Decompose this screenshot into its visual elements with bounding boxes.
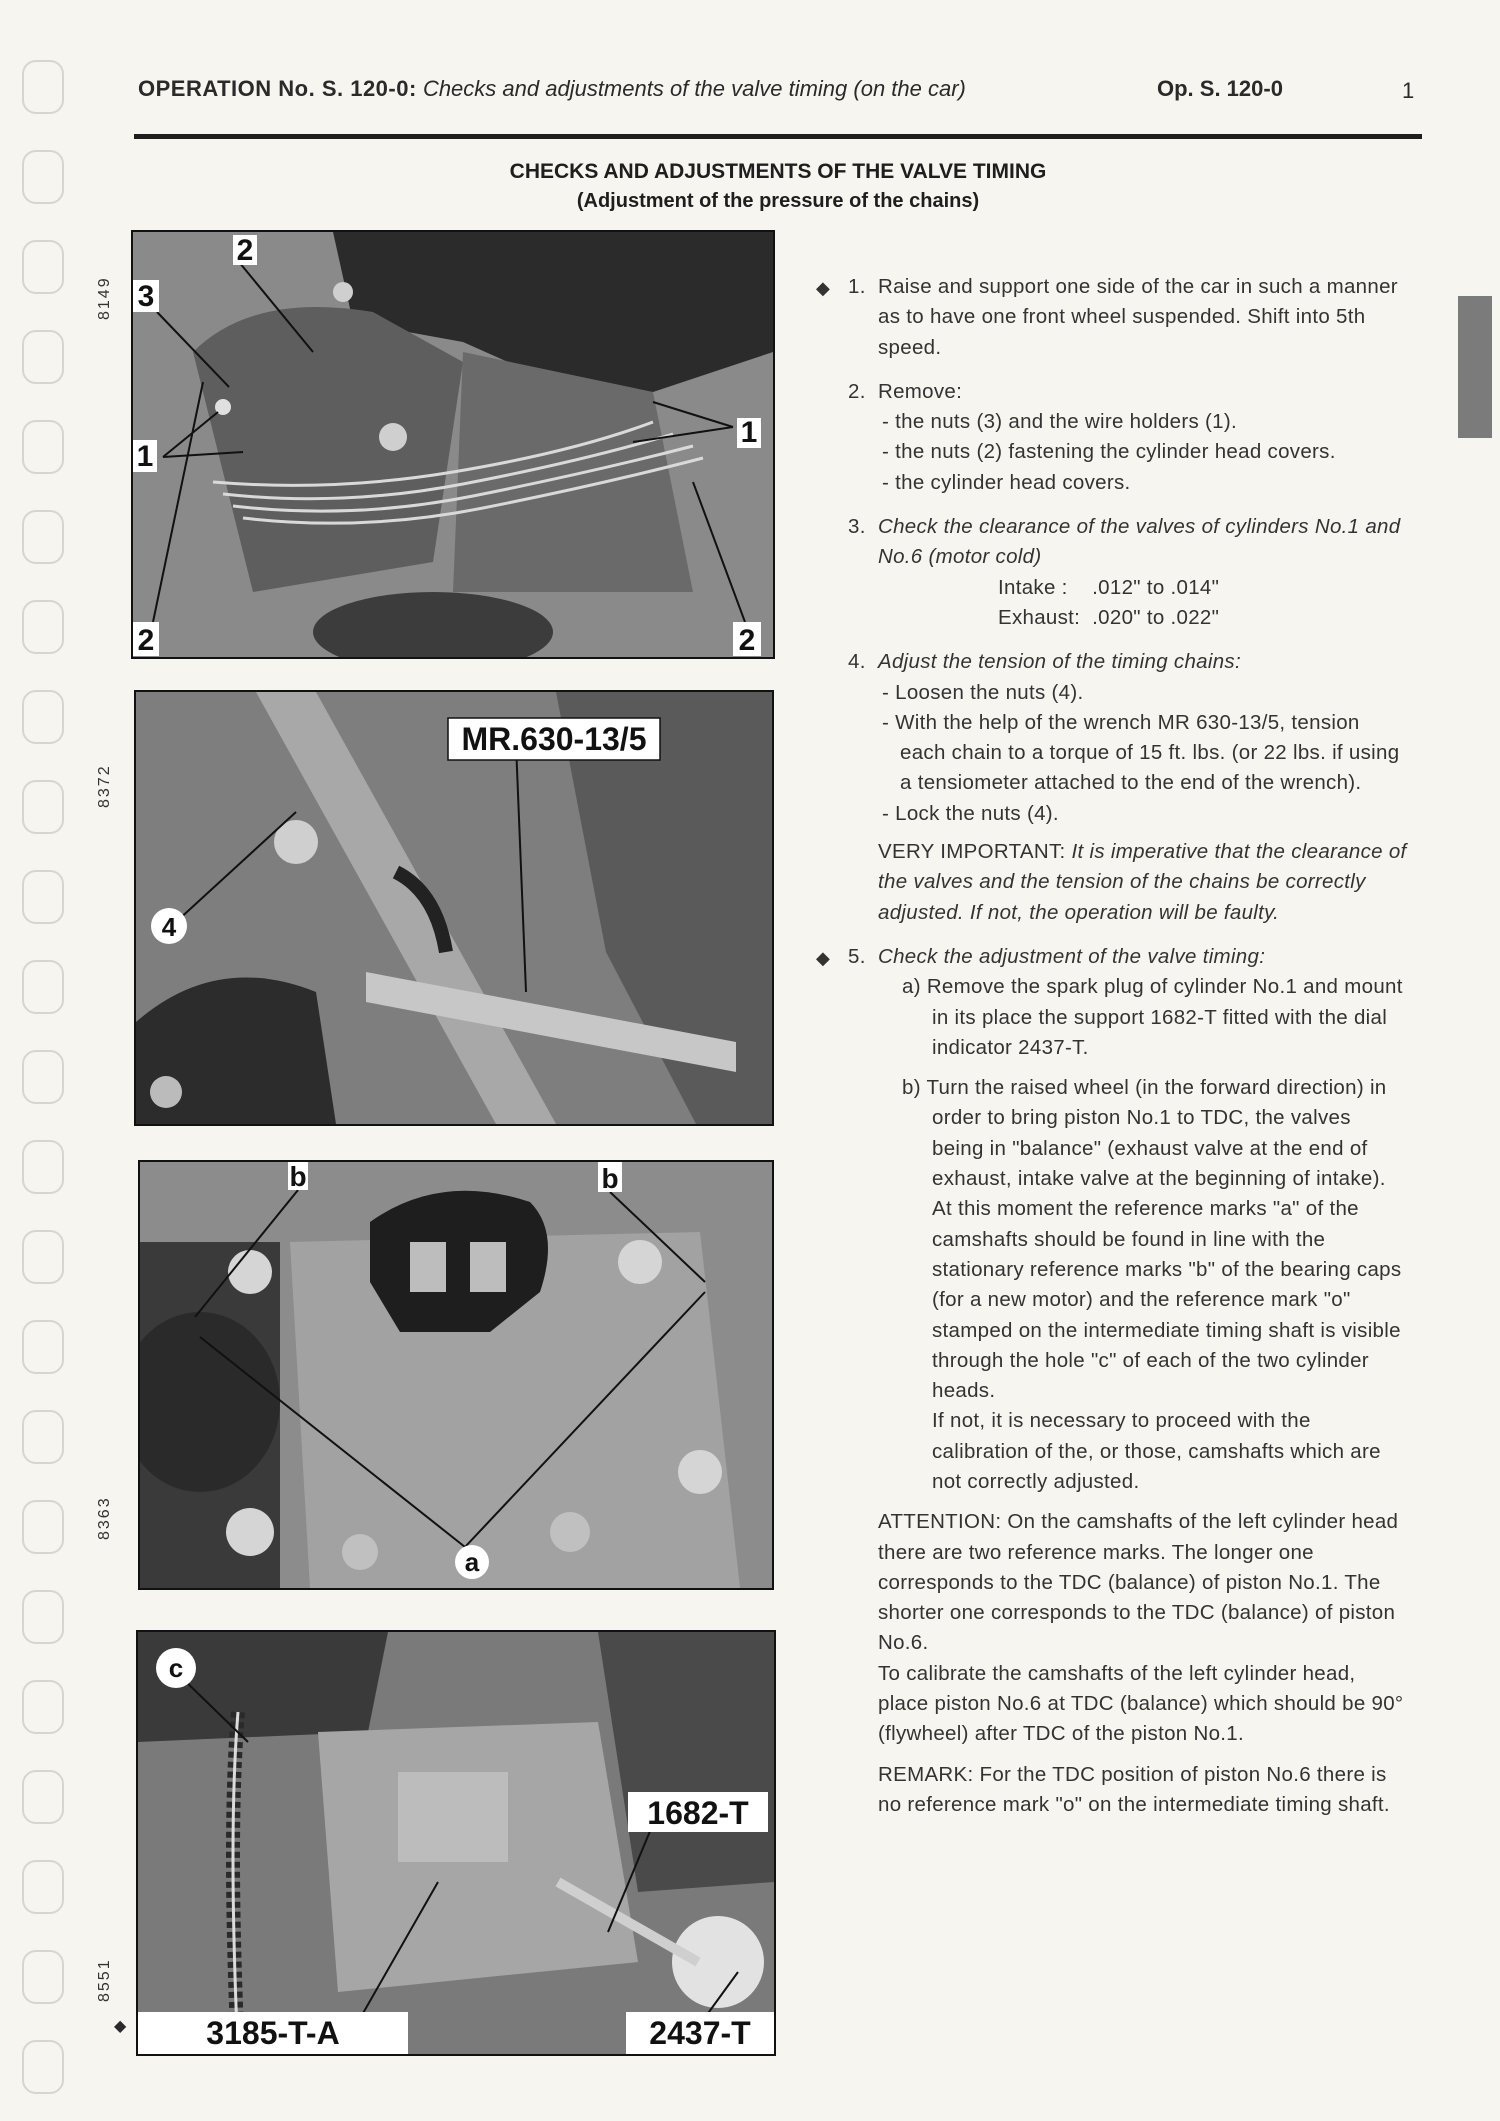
diamond-icon: ◆ <box>816 947 831 968</box>
punch-hole <box>22 780 64 834</box>
procedure-text <box>808 272 1408 1820</box>
tool-label: 2437-T <box>649 2015 751 2051</box>
step-number: 3. <box>848 515 866 539</box>
tool-label: 1682-T <box>647 1795 749 1831</box>
step-number: 2. <box>848 379 866 403</box>
step-3 <box>808 512 1408 633</box>
punch-hole <box>22 330 64 384</box>
intake-value: .012" to .014" <box>1092 575 1220 599</box>
callout-label: 1 <box>136 440 154 473</box>
callout-label: 3 <box>137 280 155 313</box>
punch-hole <box>22 1230 64 1284</box>
step-5 <box>808 942 1408 1820</box>
camshaft-marks-photo <box>138 1160 774 1590</box>
step-4 <box>808 647 1408 928</box>
step-subitem: - With the help of the wrench MR 630-13/5, tension each chain to a torque of 15 ft. lbs. (or 22 lbs. if using a tensiometer attached to the end of the wrench). <box>882 710 1400 795</box>
punch-hole <box>22 1410 64 1464</box>
calibrate-note: To calibrate the camshafts of the left cylinder head, place piston No.6 at TDC (balance) which should be 90° (flywheel) after TDC of the piston No.1. <box>878 1661 1404 1746</box>
operation-label: OPERATION No. S. 120-0: <box>138 76 417 101</box>
punch-hole <box>22 1500 64 1554</box>
diamond-icon: ◆ <box>816 278 831 298</box>
step-subitem-a: a) Remove the spark plug of cylinder No.1 and mount in its place the support 1682-T fitted with the dial indicator 2437-T. <box>902 975 1403 1059</box>
important-label: VERY IMPORTANT: <box>878 840 1066 864</box>
punch-hole <box>22 960 64 1014</box>
callout-label: c <box>168 1653 184 1683</box>
step-1 <box>808 272 1408 363</box>
callout-label: b <box>289 1162 307 1192</box>
operation-title: Checks and adjustments of the valve timing (on the car) <box>422 76 966 101</box>
punch-hole <box>22 870 64 924</box>
step-subitem: - Lock the nuts (4). <box>882 801 1059 825</box>
step-subitem-b-cont: If not, it is necessary to proceed with the calibration of the, or those, camshafts which are not correctly adjusted. <box>932 1409 1381 1493</box>
step-subitem: - the nuts (2) fastening the cylinder head covers. <box>882 440 1336 464</box>
remark-note: REMARK: For the TDC position of piston No.6 there is no reference mark "o" on the intermediate timing shaft. <box>878 1762 1390 1816</box>
step-subitem: - Loosen the nuts (4). <box>882 680 1084 704</box>
attention-note: ATTENTION: On the camshafts of the left cylinder head there are two reference marks. The longer one corresponds to the TDC (balance) of piston No.1. The shorter one corresponds to the TDC (balance) of piston No.6. <box>878 1510 1399 1655</box>
callout-label: b <box>601 1163 619 1194</box>
step-text: Adjust the tension of the timing chains: <box>878 650 1241 674</box>
page-title: CHECKS AND ADJUSTMENTS OF THE VALVE TIMING <box>509 160 1047 183</box>
punch-hole <box>22 690 64 744</box>
callout-label: 4 <box>161 912 177 942</box>
exhaust-label: Exhaust: <box>998 605 1081 629</box>
step-text: Check the clearance of the valves of cylinders No.1 and No.6 (motor cold) <box>878 515 1401 569</box>
diamond-icon: ◆ <box>114 2018 127 2035</box>
step-text: Raise and support one side of the car in such a manner as to have one front wheel suspended. Shift into 5th speed. <box>878 275 1398 359</box>
punch-hole <box>22 2040 64 2094</box>
punch-hole <box>22 510 64 564</box>
chain-tensioner-photo <box>134 690 774 1126</box>
tool-label: MR.630-13/5 <box>461 721 647 757</box>
punch-hole <box>22 150 64 204</box>
punch-hole <box>22 1860 64 1914</box>
punch-hole <box>22 60 64 114</box>
op-code: Op. S. 120-0 <box>1157 76 1283 101</box>
exhaust-value: .020" to .022" <box>1092 605 1220 629</box>
step-subitem: - the cylinder head covers. <box>882 470 1131 494</box>
step-subitem-b: b) Turn the raised wheel (in the forward direction) in order to bring piston No.1 to TDC, the valves being in "balance" (exhaust valve at the end of exhaust, intake valve at the beginning of intake). At this moment the reference marks "a" of the camshafts should be found in line with the stationary reference marks "b" of the bearing caps (for a new motor) and the reference mark "o" stamped on the intermediate timing shaft is visible through the hole "c" of each of the two cylinder heads. <box>902 1076 1402 1403</box>
callout-label: a <box>464 1547 480 1577</box>
important-text: It is imperative that the clearance of the valves and the tension of the chains be correctly adjusted. If not, the operation will be faulty. <box>878 840 1407 924</box>
punch-hole <box>22 1140 64 1194</box>
dial-indicator-photo <box>136 1630 776 2056</box>
punch-hole <box>22 1950 64 2004</box>
step-subitem: - the nuts (3) and the wire holders (1). <box>882 410 1237 434</box>
step-number: 1. <box>848 275 866 298</box>
section-tab <box>1458 296 1492 438</box>
callout-label: 2 <box>236 234 254 267</box>
step-text: Check the adjustment of the valve timing: <box>878 944 1266 968</box>
step-2 <box>808 377 1408 498</box>
punch-hole <box>22 1770 64 1824</box>
engine-photo <box>131 230 775 659</box>
callout-label: 1 <box>740 416 758 449</box>
punch-hole <box>22 240 64 294</box>
punch-hole <box>22 1320 64 1374</box>
figure-number: 8551 <box>96 1958 113 2002</box>
page-header <box>138 76 966 102</box>
punch-hole <box>22 1050 64 1104</box>
punch-hole <box>22 1590 64 1644</box>
intake-label: Intake : <box>998 575 1068 599</box>
figure-number: 8363 <box>96 1496 113 1540</box>
tool-label: 3185-T-A <box>206 2015 340 2051</box>
punch-hole <box>22 420 64 474</box>
step-number: 4. <box>848 650 866 674</box>
callout-label: 2 <box>137 624 155 657</box>
figure-number: 8372 <box>96 764 113 808</box>
step-text: Remove: <box>878 379 963 403</box>
callout-label: 2 <box>738 624 756 657</box>
punch-hole <box>22 1680 64 1734</box>
punch-hole <box>22 600 64 654</box>
page-number: 1 <box>1402 78 1415 103</box>
clearance-table <box>998 573 1231 634</box>
figure-number: 8149 <box>96 276 113 320</box>
header-rule <box>134 134 1422 139</box>
page-subtitle: (Adjustment of the pressure of the chains) <box>576 190 980 212</box>
important-note <box>878 837 1408 928</box>
step-number: 5. <box>848 944 866 968</box>
